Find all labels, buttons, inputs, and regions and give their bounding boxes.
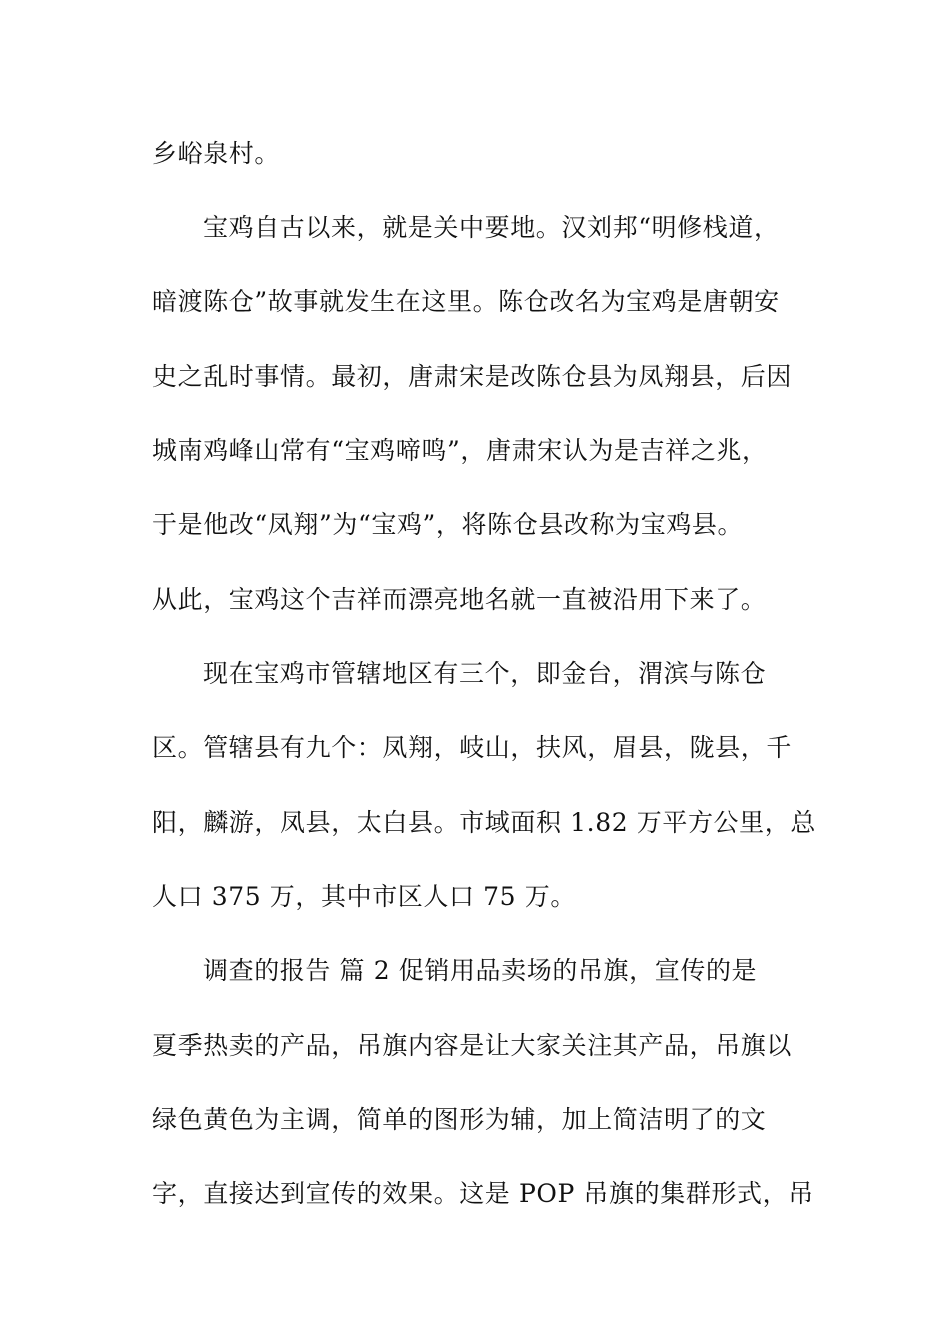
text-line: 于是他改“凤翔”为“宝鸡”，将陈仓县改称为宝鸡县。 — [152, 510, 744, 539]
text-line: 史之乱时事情。最初，唐肃宋是改陈仓县为凤翔县，后因 — [152, 362, 793, 391]
text-line: 暗渡陈仓”故事就发生在这里。陈仓改名为宝鸡是唐朝安 — [152, 287, 780, 316]
text-line: 区。管辖县有九个：凤翔，岐山，扶风，眉县，陇县，千 — [152, 733, 793, 762]
text-line: 人口 375 万，其中市区人口 75 万。 — [152, 882, 576, 911]
paragraph-start-line: 宝鸡自古以来，就是关中要地。汉刘邦“明修栈道， — [203, 213, 780, 242]
paragraph-start-line: 现在宝鸡市管辖地区有三个，即金台，渭滨与陈仓 — [203, 659, 767, 688]
text-line: 城南鸡峰山常有“宝鸡啼鸣”，唐肃宋认为是吉祥之兆， — [152, 436, 768, 465]
section-heading-line: 调查的报告 篇 2 促销用品卖场的吊旗，宣传的是 — [203, 956, 758, 985]
text-line: 字，直接达到宣传的效果。这是 POP 吊旗的集群形式，吊 — [152, 1179, 814, 1208]
text-line: 夏季热卖的产品，吊旗内容是让大家关注其产品，吊旗以 — [152, 1031, 793, 1060]
text-line: 从此，宝鸡这个吉祥而漂亮地名就一直被沿用下来了。 — [152, 585, 767, 614]
text-line: 绿色黄色为主调，简单的图形为辅，加上简洁明了的文 — [152, 1105, 767, 1134]
text-line: 阳，麟游，凤县，太白县。市域面积 1.82 万平方公里，总 — [152, 808, 816, 837]
text-line: 乡峪泉村。 — [152, 139, 281, 168]
